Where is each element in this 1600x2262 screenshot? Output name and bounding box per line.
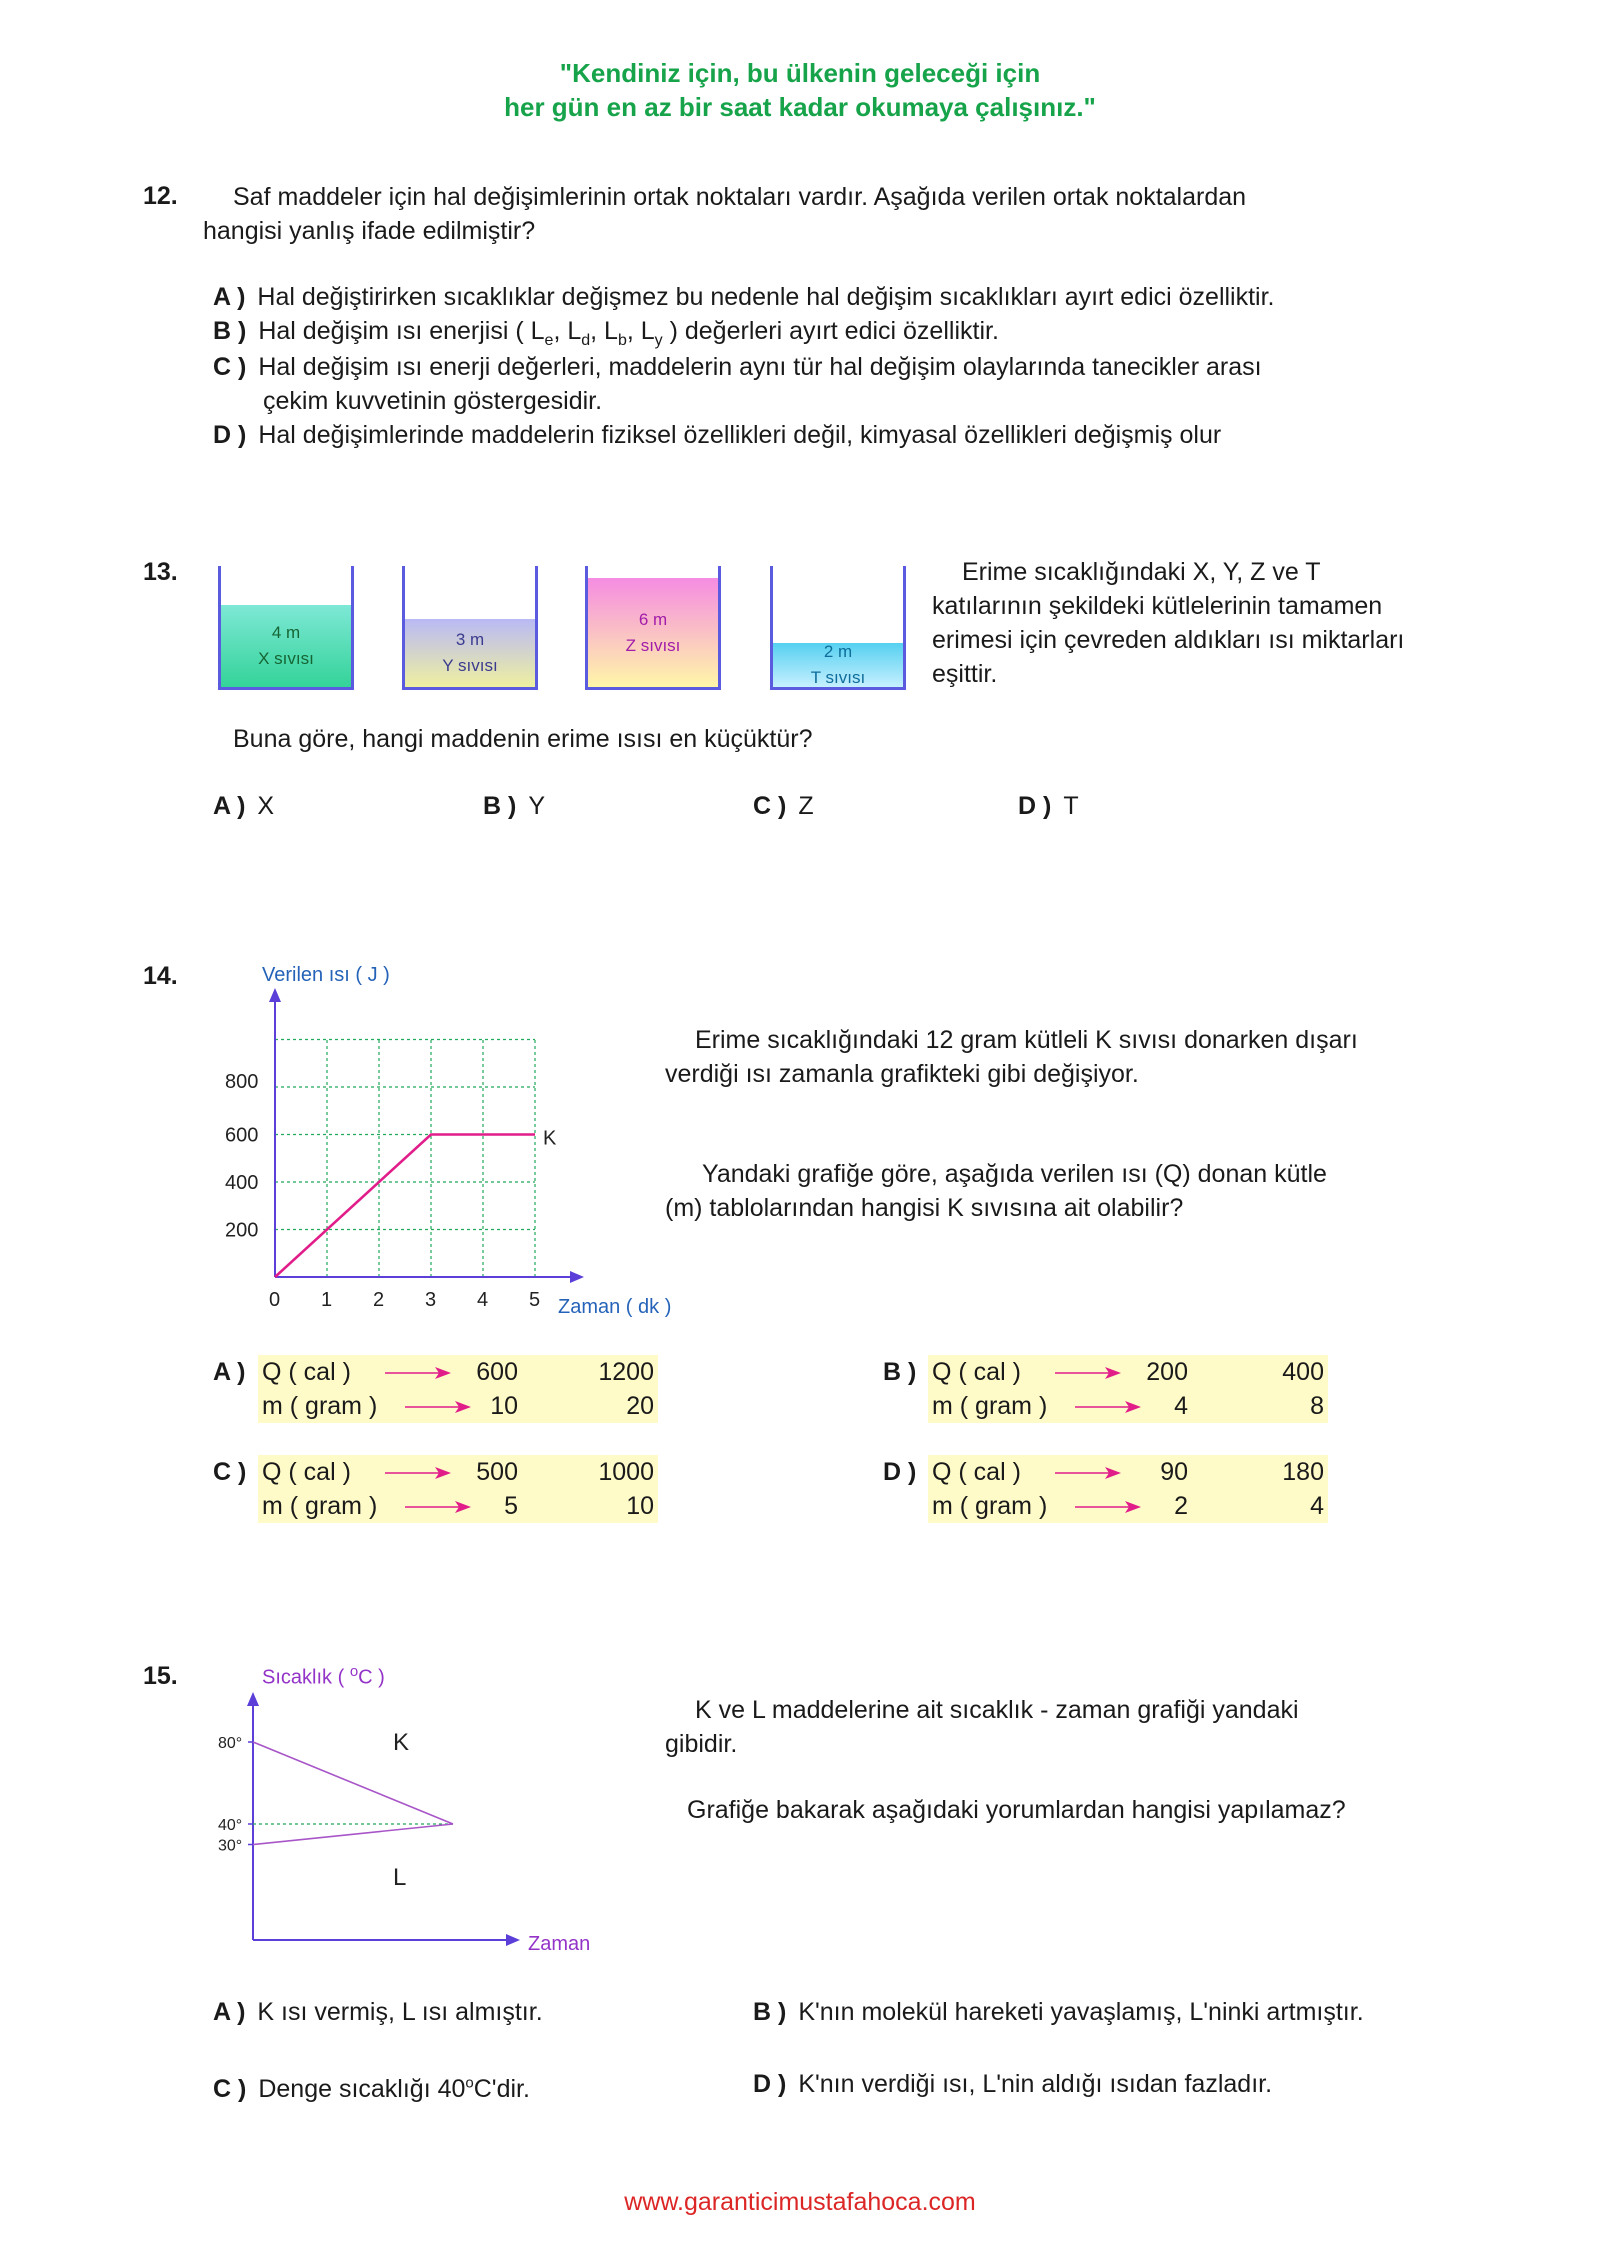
y-tick-label: 800 bbox=[225, 1071, 259, 1093]
option-label: C ) bbox=[753, 792, 787, 820]
option-text: K ısı vermiş, L ısı almıştır. bbox=[257, 1998, 543, 2026]
table-cell: 8 bbox=[1310, 1392, 1324, 1420]
q14-option-a-label[interactable]: A ) bbox=[213, 1358, 246, 1386]
beaker-mass-label: 3 m bbox=[455, 630, 485, 650]
q14-text-2-line-2: (m) tablolarından hangisi K sıvısına ait olabilir? bbox=[665, 1194, 1184, 1222]
table-cell: 5 bbox=[504, 1492, 518, 1520]
q12-stem-line-2: hangisi yanlış ifade edilmiştir? bbox=[203, 217, 536, 245]
q15-chart-ylabel: Sıcaklık ( $^o$C ) bbox=[262, 1663, 385, 1689]
option-label: B ) bbox=[213, 317, 247, 345]
q14-text-2-line-1: Yandaki grafiğe göre, aşağıda verilen ısı (Q) donan kütle bbox=[702, 1160, 1327, 1188]
row-label: Q ( cal ) bbox=[262, 1358, 351, 1386]
y-tick-label: 40° bbox=[218, 1817, 243, 1834]
option-label: D ) bbox=[1018, 792, 1052, 820]
option-label: D ) bbox=[753, 2070, 787, 2098]
beaker-name-label: Z sıvısı bbox=[625, 635, 681, 655]
option-label: B ) bbox=[483, 792, 517, 820]
row-label: Q ( cal ) bbox=[932, 1358, 1021, 1386]
x-axis-arrow bbox=[506, 1934, 520, 1946]
beaker-name-label: Y sıvısı bbox=[442, 656, 498, 676]
q14-option-d-label[interactable]: D ) bbox=[883, 1458, 917, 1486]
x-tick-label: 5 bbox=[529, 1289, 541, 1311]
footer-website[interactable]: www.garanticimustafahoca.com bbox=[624, 2188, 976, 2216]
option-label: C ) bbox=[213, 2075, 247, 2104]
table-cell: 10 bbox=[626, 1492, 654, 1520]
option-text: X bbox=[257, 792, 275, 820]
y-tick-label: 400 bbox=[225, 1172, 259, 1194]
y-axis-arrow bbox=[247, 1692, 259, 1706]
row-label: m ( gram ) bbox=[262, 1392, 378, 1420]
option-text: Hal değiştirirken sıcaklıklar değişmez bu nedenle hal değişim sıcaklıkları ayırt edici özelliktir. bbox=[257, 283, 1275, 311]
q13-side-line-1: Erime sıcaklığındaki X, Y, Z ve T bbox=[962, 558, 1321, 586]
series-label: K bbox=[543, 1127, 557, 1150]
q14-option-b-label[interactable]: B ) bbox=[883, 1358, 917, 1386]
series-line-L bbox=[253, 1824, 453, 1845]
x-tick-label: 1 bbox=[321, 1289, 333, 1311]
table-cell: 20 bbox=[626, 1392, 654, 1420]
motto-line-2: her gün en az bir saat kadar okumaya çalışınız." bbox=[504, 92, 1096, 122]
question-14-number: 14. bbox=[143, 962, 178, 990]
option-text: K'nın molekül hareketi yavaşlamış, L'ninki artmıştır. bbox=[798, 1998, 1364, 2026]
series-label: L bbox=[393, 1864, 407, 1891]
q15-option-b[interactable] bbox=[753, 1995, 1364, 2029]
q15-text-2: Grafiğe bakarak aşağıdaki yorumlardan hangisi yapılamaz? bbox=[687, 1796, 1346, 1824]
q15-option-a[interactable] bbox=[213, 1995, 543, 2029]
question-15-number: 15. bbox=[143, 1662, 178, 1690]
q15-option-d[interactable] bbox=[753, 2067, 1272, 2101]
table-cell: 1200 bbox=[598, 1358, 654, 1386]
beaker-name-label: X sıvısı bbox=[258, 648, 314, 668]
row-label: m ( gram ) bbox=[932, 1392, 1048, 1420]
table-cell: 180 bbox=[1282, 1458, 1324, 1486]
q13-question: Buna göre, hangi maddenin erime ısısı en küçüktür? bbox=[233, 725, 813, 753]
table-cell: 2 bbox=[1174, 1492, 1188, 1520]
q15-option-c[interactable] bbox=[213, 2067, 530, 2106]
option-text: T bbox=[1063, 792, 1079, 820]
option-text: Denge sıcaklığı 40$^o$C'dir. bbox=[258, 2075, 530, 2104]
table-cell: 400 bbox=[1282, 1358, 1324, 1386]
table-cell: 90 bbox=[1160, 1458, 1188, 1486]
q14-chart-ylabel: Verilen ısı ( J ) bbox=[262, 964, 390, 986]
x-tick-label: 2 bbox=[373, 1289, 385, 1311]
option-text: Hal değişim ısı enerjisi ( $L_e$, $L_d$, $L_b$, $L_y$ ) değerleri ayırt edici özelliktir. bbox=[258, 317, 999, 349]
option-label: B ) bbox=[753, 1998, 787, 2026]
option-text: K'nın verdiği ısı, L'nin aldığı ısıdan fazladır. bbox=[798, 2070, 1273, 2098]
q15-text-1-line-2: gibidir. bbox=[665, 1730, 738, 1758]
table-cell: 4 bbox=[1310, 1492, 1324, 1520]
motto-line-1: "Kendiniz için, bu ülkenin geleceği için bbox=[559, 58, 1041, 88]
option-text: Z bbox=[798, 792, 814, 820]
option-label: D ) bbox=[213, 421, 247, 449]
option-text: Y bbox=[528, 792, 546, 820]
q12-stem-line-1: Saf maddeler için hal değişimlerinin ortak noktaları vardır. Aşağıda verilen ortak noktalardan bbox=[233, 183, 1247, 211]
option-text: Hal değişim ısı enerji değerleri, maddelerin aynı tür hal değişim olaylarında tanecikler arası bbox=[258, 353, 1262, 381]
y-tick-label: 200 bbox=[225, 1219, 259, 1242]
table-cell: 600 bbox=[476, 1358, 518, 1386]
row-label: m ( gram ) bbox=[932, 1492, 1048, 1520]
series-label: K bbox=[393, 1729, 410, 1756]
q15-chart-xlabel: Zaman bbox=[528, 1933, 591, 1955]
y-tick-label: 30° bbox=[218, 1837, 243, 1855]
question-12-number: 12. bbox=[143, 182, 178, 210]
option-label: A ) bbox=[213, 283, 246, 311]
row-label: Q ( cal ) bbox=[262, 1458, 351, 1486]
x-tick-label: 3 bbox=[425, 1289, 437, 1311]
beaker-name-label: T sıvısı bbox=[810, 668, 866, 688]
q12-option-c-continued: çekim kuvvetinin göstergesidir. bbox=[263, 387, 603, 415]
table-cell: 1000 bbox=[598, 1458, 654, 1486]
q14-chart-xlabel: Zaman ( dk ) bbox=[558, 1296, 672, 1318]
option-label: A ) bbox=[213, 792, 246, 820]
beaker-mass-label: 4 m bbox=[271, 622, 301, 642]
x-tick-label: 4 bbox=[477, 1289, 489, 1311]
q13-side-line-4: eşittir. bbox=[932, 660, 998, 688]
y-tick-label: 600 bbox=[225, 1124, 259, 1147]
q14-text-1-line-1: Erime sıcaklığındaki 12 gram kütleli K sıvısı donarken dışarı bbox=[695, 1026, 1358, 1054]
question-13-number: 13. bbox=[143, 558, 178, 586]
table-cell: 4 bbox=[1174, 1392, 1188, 1420]
option-text: Hal değişimlerinde maddelerin fiziksel özellikleri değil, kimyasal özellikleri değişmiş olur bbox=[258, 421, 1222, 449]
option-label: A ) bbox=[213, 1998, 246, 2026]
table-cell: 200 bbox=[1146, 1358, 1188, 1386]
table-cell: 500 bbox=[476, 1458, 518, 1486]
beaker-mass-label: 2 m bbox=[823, 642, 853, 662]
q14-option-c-label[interactable]: C ) bbox=[213, 1458, 247, 1486]
q15-text-1-line-1: K ve L maddelerine ait sıcaklık - zaman grafiği yandaki bbox=[695, 1696, 1299, 1724]
x-tick-label: 0 bbox=[269, 1289, 281, 1311]
q14-text-1-line-2: verdiği ısı zamanla grafikteki gibi değişiyor. bbox=[665, 1060, 1139, 1088]
q13-side-line-3: erimesi için çevreden aldıkları ısı miktarları bbox=[932, 626, 1405, 654]
series-line-K bbox=[253, 1742, 453, 1824]
table-cell: 10 bbox=[490, 1392, 518, 1420]
row-label: Q ( cal ) bbox=[932, 1458, 1021, 1486]
y-tick-label: 80° bbox=[218, 1735, 243, 1752]
option-label: C ) bbox=[213, 353, 247, 381]
beaker-mass-label: 6 m bbox=[638, 609, 668, 629]
q13-side-line-2: katılarının şekildeki kütlelerinin tamamen bbox=[932, 592, 1383, 620]
row-label: m ( gram ) bbox=[262, 1492, 378, 1520]
